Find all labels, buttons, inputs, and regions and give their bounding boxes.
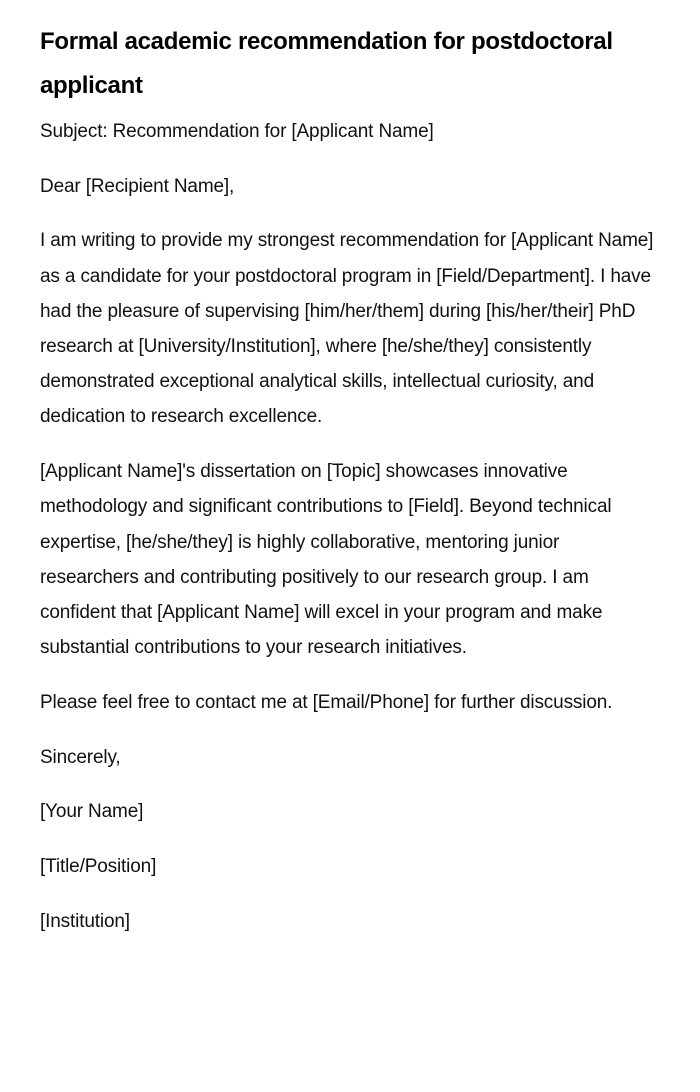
signature-institution: [Institution] [40, 910, 130, 932]
document-title: Formal academic recommendation for postdoctoral applicant [40, 28, 613, 99]
signature-name: [Your Name] [40, 801, 144, 823]
body-paragraph-dissertation: [Applicant Name]'s dissertation on [Topic] showcases innovative methodology and significant contributions to [Field]. Beyond technical expertise, [he/she/they] is highly collaborative, mentoring junior researchers and contributing positively to our research group. I am confident that [Applicant Name] will excel in your program and make substantial contributions to your research initiatives. [40, 461, 612, 659]
body-paragraph-contact: Please feel free to contact me at [Email/Phone] for further discussion. [40, 691, 613, 713]
closing: Sincerely, [40, 746, 121, 768]
body-paragraph-intro: I am writing to provide my strongest recommendation for [Applicant Name] as a candidate for your postdoctoral program in [Field/Department]. I have had the pleasure of supervising [him/her/them] during [his/her/their] PhD research at [University/Institution], where [he/she/they] consistently demonstrated exceptional analytical skills, intellectual curiosity, and dedication to research excellence. [40, 230, 654, 428]
subject-line: Subject: Recommendation for [Applicant Name] [40, 121, 434, 142]
signature-title: [Title/Position] [40, 855, 157, 877]
salutation: Dear [Recipient Name], [40, 175, 235, 197]
